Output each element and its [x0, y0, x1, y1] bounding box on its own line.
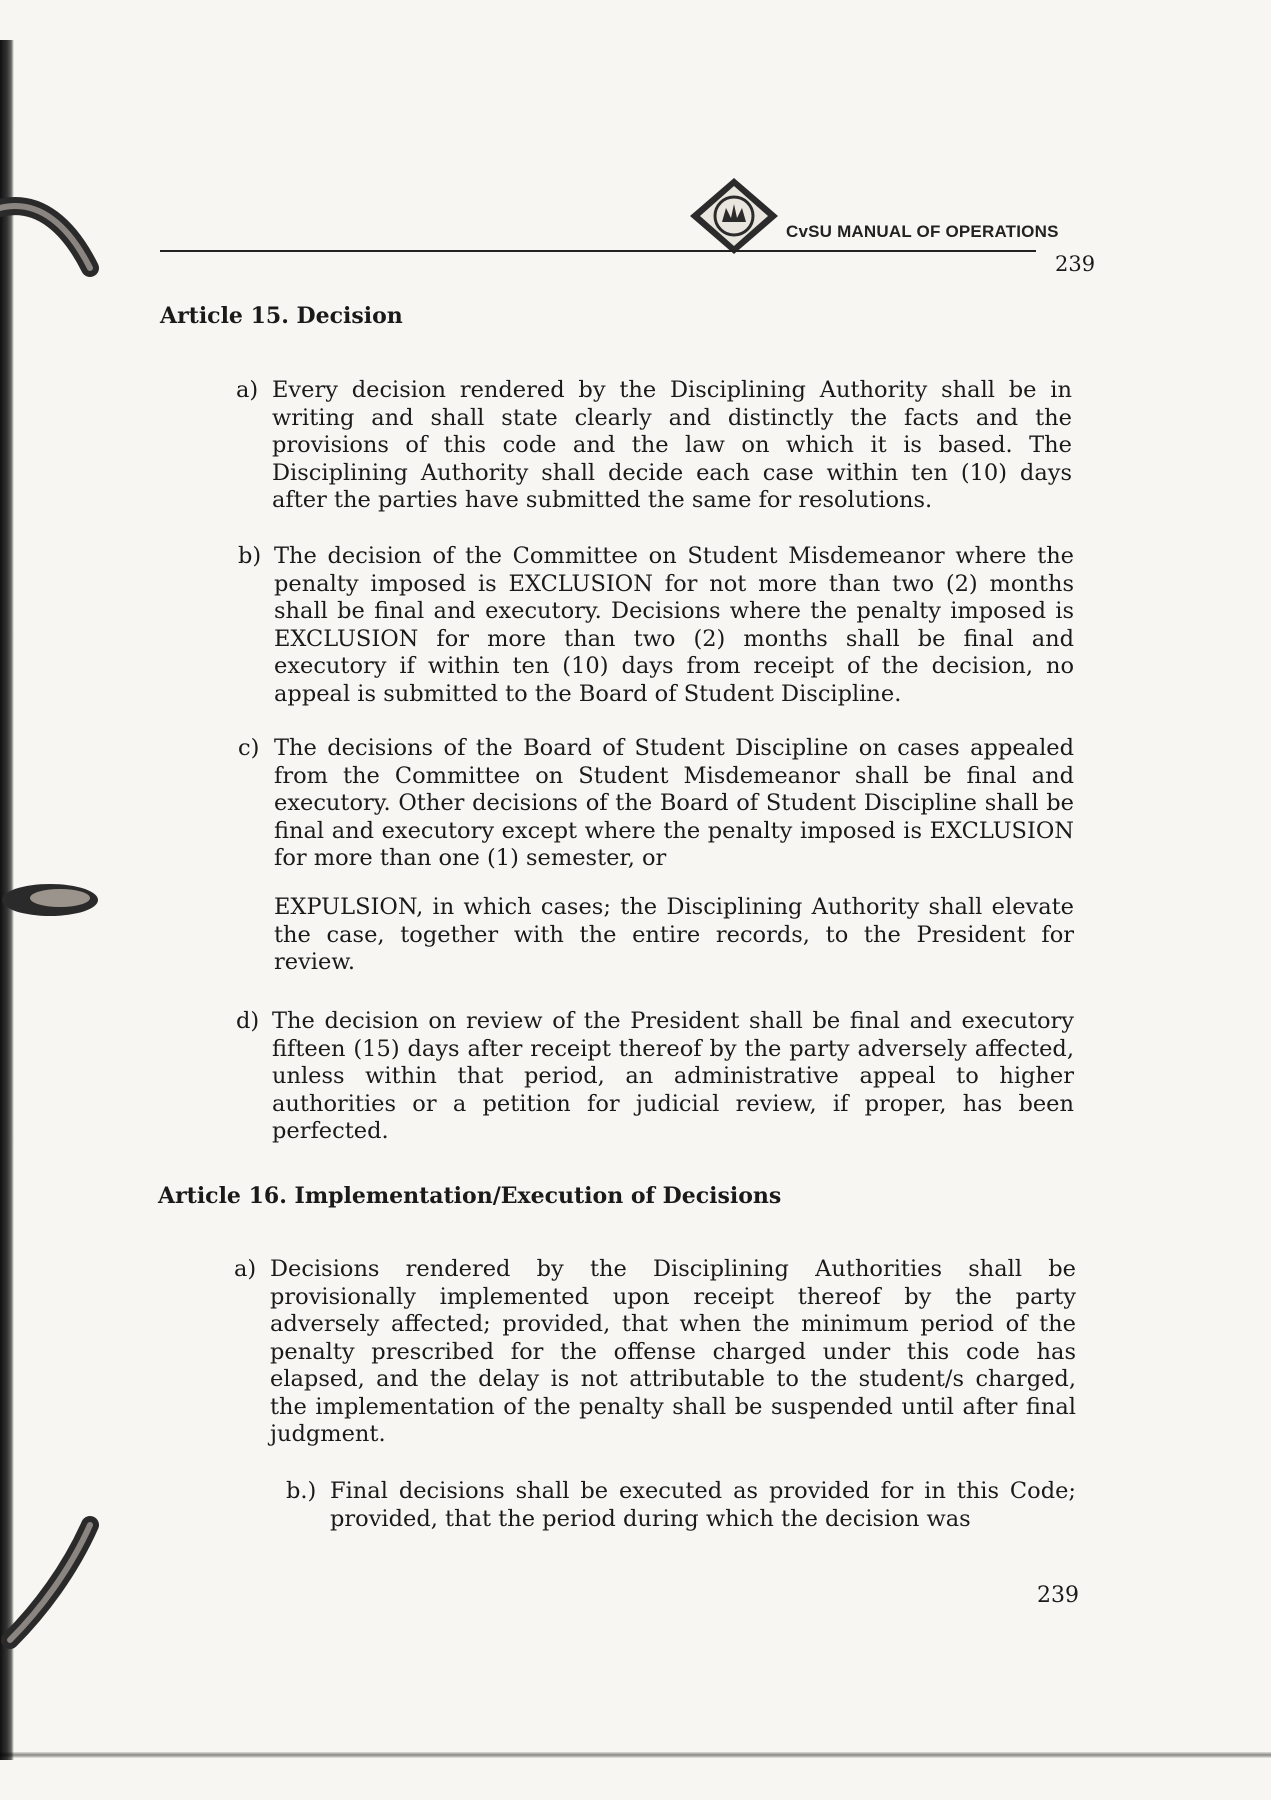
item-text: The decisions of the Board of Student Discipline on cases appealed from the Committee on Student Misdemeanor shall be final and executory. Other decisions of the Board of Student Discipline shall be final and executory except where the penalty imposed is EXCLUSION for more than one (1) semester, or: [274, 735, 1074, 871]
header-rule: [160, 250, 1036, 252]
item-marker: d): [236, 1008, 260, 1034]
item-marker: b.): [286, 1478, 317, 1504]
item-text: The decision on review of the President shall be final and executory fifteen (15) days after receipt thereof by the party adversely affected, unless within that period, an administrative appeal to higher authorities or a petition for judicial review, if proper, has been perfected.: [272, 1008, 1074, 1144]
article-16-item-b: [286, 1478, 1076, 1533]
item-marker: a): [236, 377, 259, 403]
article-15-item-c-continued: [274, 894, 1074, 977]
footer-page-number: 239: [1037, 1583, 1079, 1608]
item-text: Decisions rendered by the Disciplining Authorities shall be provisionally implemented upon receipt thereof by the party adversely affected; provided, that when the minimum period of the penalty prescribed for the offense charged under this code has elapsed, and the delay is not attributable to the student/s charged, the implementation of the penalty shall be suspended until after final judgment.: [270, 1256, 1076, 1447]
item-text: The decision of the Committee on Student Misdemeanor where the penalty imposed is EXCLUSION for not more than two (2) months shall be final and executory. Decisions where the penalty imposed is EXCLUSION for more than two (2) months shall be final and executory if within ten (10) days from receipt of the decision, no appeal is submitted to the Board of Student Discipline.: [274, 543, 1074, 707]
article-15-item-b: [238, 543, 1074, 708]
manual-title: CvSU MANUAL OF OPERATIONS: [786, 222, 1059, 241]
article-15-item-c: [238, 735, 1074, 873]
article-15-item-a: [236, 377, 1072, 515]
item-marker: b): [238, 543, 262, 569]
item-marker: c): [238, 735, 260, 761]
article-16-heading: Article 16. Implementation/Execution of Decisions: [158, 1183, 782, 1209]
binder-ring-top-icon: [0, 188, 110, 298]
cvsu-seal-icon: [688, 176, 780, 256]
item-text: Final decisions shall be executed as provided for in this Code; provided, that the period during which the decision was: [330, 1478, 1076, 1532]
page-bottom-edge: [0, 1752, 1271, 1758]
article-15-item-d: [236, 1008, 1074, 1146]
binder-ring-middle-icon: [0, 870, 110, 930]
article-16-item-a: [234, 1256, 1076, 1449]
binder-ring-bottom-icon: [0, 1500, 110, 1650]
item-text: EXPULSION, in which cases; the Disciplining Authority shall elevate the case, together with the entire records, to the President for review.: [274, 894, 1074, 975]
item-text: Every decision rendered by the Disciplining Authority shall be in writing and shall state clearly and distinctly the facts and the provisions of this code and the law on which it is based. The Disciplining Authority shall decide each case within ten (10) days after the parties have submitted the same for resolutions.: [272, 377, 1072, 513]
item-marker: a): [234, 1256, 257, 1282]
article-15-heading: Article 15. Decision: [160, 303, 403, 329]
header-page-number: 239: [1055, 252, 1096, 276]
